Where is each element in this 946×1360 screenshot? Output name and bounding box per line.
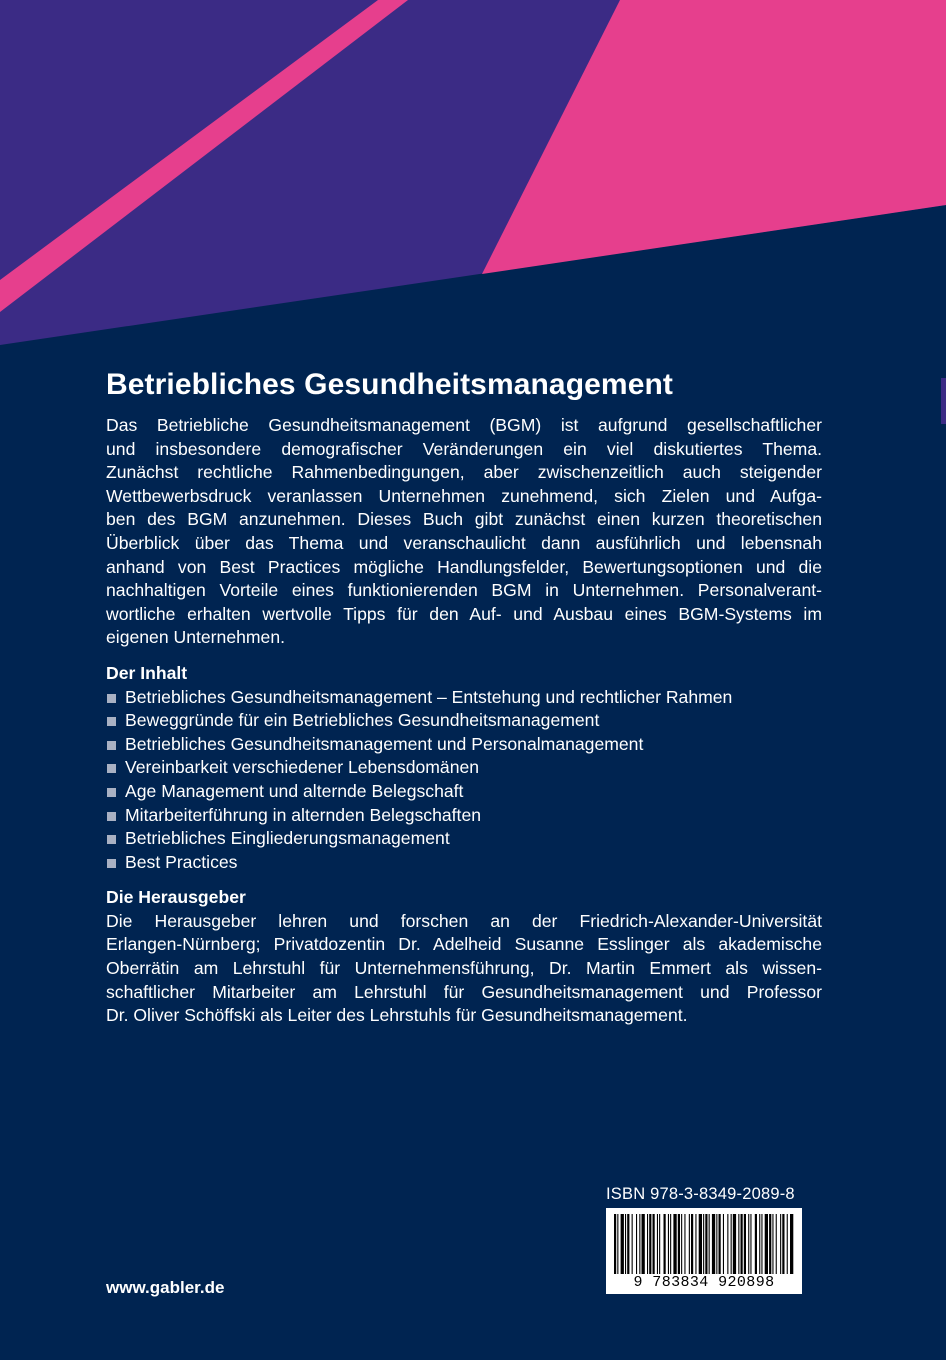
- list-item-text: Vereinbarkeit verschiedener Lebensdomänen: [125, 757, 480, 778]
- description-line: Wettbewerbsdruck veranlassen Unternehmen zunehmend, sich Zielen und Aufga-: [106, 485, 822, 506]
- list-item-text: Age Management und alternde Belegschaft: [125, 780, 464, 801]
- barcode-bar: [712, 1214, 715, 1274]
- barcode-bar: [649, 1214, 651, 1274]
- publisher-website: www.gabler.de: [106, 1278, 225, 1297]
- list-item: [106, 756, 822, 780]
- barcode-bar: [776, 1214, 777, 1274]
- barcode-bar: [639, 1214, 640, 1274]
- list-item: [106, 827, 822, 851]
- editors-paragraph: [106, 910, 822, 1028]
- barcode-bar: [755, 1214, 757, 1274]
- square-bullet-icon: [107, 717, 116, 726]
- barcode-bar: [703, 1214, 704, 1274]
- barcode-bar: [761, 1214, 762, 1274]
- description-line: und insbesondere demografischer Veränderungen ein viel diskutiertes Thema.: [106, 438, 822, 459]
- barcode-bar: [716, 1214, 717, 1274]
- barcode-bar: [748, 1214, 749, 1274]
- barcode-bar: [709, 1214, 710, 1274]
- editors-line: Dr. Oliver Schöffski als Leiter des Lehrstuhls für Gesundheitsmanagement.: [106, 1005, 688, 1026]
- barcode-bar: [668, 1214, 669, 1274]
- editors-line: Die Herausgeber lehren und forschen an der Friedrich-Alexander-Universität: [106, 910, 822, 931]
- square-bullet-icon: [107, 859, 116, 868]
- editors-line: Erlangen-Nürnberg; Privatdozentin Dr. Adelheid Susanne Esslinger als akademische: [106, 934, 822, 955]
- spine-edge-mark: [941, 378, 946, 424]
- list-item-text: Betriebliches Gesundheitsmanagement und Personalmanagement: [125, 733, 644, 754]
- list-item: [106, 733, 822, 757]
- barcode-bar: [647, 1214, 648, 1274]
- barcode-bar: [744, 1214, 746, 1274]
- description-line: wortliche erhalten wertvolle Tipps für den Auf- und Ausbau eines BGM-Systems im: [106, 603, 822, 624]
- list-item: [106, 851, 822, 875]
- barcode-bar: [695, 1214, 696, 1274]
- description-line: nachhaltigen Vorteile eines funktionierenden BGM in Unternehmen. Personalverant-: [106, 580, 822, 601]
- barcode-bar: [705, 1214, 707, 1274]
- editors-heading: Die Herausgeber: [106, 887, 246, 908]
- barcode-bar: [738, 1214, 739, 1274]
- list-item: [106, 686, 822, 710]
- description-line: Das Betriebliche Gesundheitsmanagement (BGM) ist aufgrund gesellschaftlicher: [106, 415, 822, 435]
- barcode-bar: [741, 1214, 743, 1274]
- list-item-text: Mitarbeiterführung in alternden Belegschaften: [125, 804, 482, 825]
- barcode: [606, 1208, 802, 1294]
- book-title: Betriebliches Gesundheitsmanagement: [106, 368, 673, 401]
- description-line: ben des BGM anzunehmen. Dieses Buch gibt zunächst einen kurzen theoretischen: [106, 509, 822, 530]
- back-cover-text: [106, 364, 822, 1028]
- list-item-text: Betriebliches Gesundheitsmanagement – Entstehung und rechtlicher Rahmen: [125, 686, 733, 707]
- contents-list: [106, 686, 822, 875]
- contents-heading: Der Inhalt: [106, 662, 188, 683]
- isbn-label: ISBN 978-3-8349-2089-8: [606, 1185, 795, 1203]
- square-bullet-icon: [107, 788, 116, 797]
- barcode-bar: [621, 1214, 624, 1274]
- square-bullet-icon: [107, 812, 116, 821]
- barcode-bar: [790, 1214, 793, 1274]
- list-item-text: Betriebliches Eingliederungsmanagement: [125, 828, 450, 849]
- barcode-bar: [642, 1214, 645, 1274]
- list-item-text: Best Practices: [125, 851, 238, 872]
- barcode-bar: [673, 1214, 676, 1274]
- description-line: Zunächst rechtliche Rahmenbedingungen, aber zwischenzeitlich auch steigender: [106, 462, 822, 483]
- barcode-bar: [759, 1214, 760, 1274]
- square-bullet-icon: [107, 741, 116, 750]
- barcode-bar: [681, 1214, 682, 1274]
- barcode-bar: [664, 1214, 666, 1274]
- barcode-bar: [765, 1214, 768, 1274]
- editors-line: schaftlicher Mitarbeiter am Lehrstuhl für Gesundheitsmanagement und Professor: [106, 981, 822, 1002]
- barcode-bar: [780, 1214, 781, 1274]
- barcode-bar: [670, 1214, 671, 1274]
- square-bullet-icon: [107, 835, 116, 844]
- list-item: [106, 780, 822, 804]
- barcode-bar: [657, 1214, 658, 1274]
- square-bullet-icon: [107, 764, 116, 773]
- list-item: [106, 709, 822, 733]
- barcode-bar: [733, 1214, 736, 1274]
- barcode-bar: [731, 1214, 732, 1274]
- barcode-bar: [625, 1214, 626, 1274]
- barcode-bar: [653, 1214, 655, 1274]
- barcode-bar: [727, 1214, 728, 1274]
- barcode-bar: [617, 1214, 618, 1274]
- barcode-bar: [632, 1214, 633, 1274]
- barcode-bar: [636, 1214, 637, 1274]
- description-line: Überblick über das Thema und veranschaulicht dann ausführlich und lebensnah: [106, 532, 822, 553]
- barcode-bar: [614, 1214, 616, 1274]
- barcode-bar: [719, 1214, 721, 1274]
- barcode-bar: [750, 1214, 751, 1274]
- barcode-bar: [723, 1214, 724, 1274]
- barcode-bar: [787, 1214, 788, 1274]
- description-line: eigenen Unternehmen.: [106, 627, 285, 648]
- barcode-bar: [627, 1214, 629, 1274]
- barcode-bar: [699, 1214, 702, 1274]
- square-bullet-icon: [107, 694, 116, 703]
- barcode-digits: 9 783834 920898: [633, 1274, 775, 1291]
- list-item-text: Beweggründe für ein Betriebliches Gesundheitsmanagement: [125, 710, 600, 731]
- barcode-bar: [689, 1214, 690, 1274]
- list-item: [106, 804, 822, 828]
- barcode-bar: [769, 1214, 771, 1274]
- barcode-bar: [691, 1214, 693, 1274]
- barcode-bar: [678, 1214, 680, 1274]
- barcode-bar: [772, 1214, 773, 1274]
- barcode-bar: [782, 1214, 784, 1274]
- barcode-bar: [659, 1214, 660, 1274]
- description-paragraph: [106, 414, 822, 650]
- description-line: anhand von Best Practices mögliche Handlungsfelder, Bewertungsoptionen und die: [106, 556, 822, 577]
- editors-line: Oberrätin am Lehrstuhl für Unternehmensführung, Dr. Martin Emmert als wissen-: [106, 958, 822, 979]
- barcode-bar: [684, 1214, 685, 1274]
- cover-graphic: [0, 0, 946, 420]
